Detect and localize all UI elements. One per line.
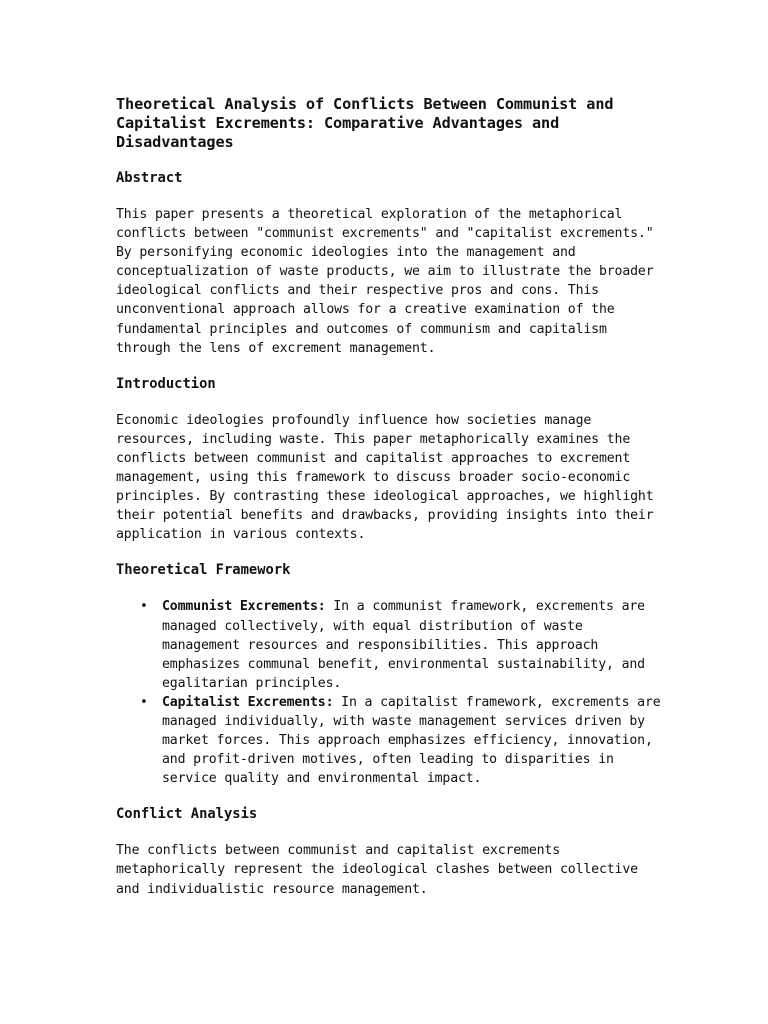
- framework-heading: Theoretical Framework: [116, 562, 291, 579]
- document-title: Theoretical Analysis of Conflicts Between Communist and Capitalist Excrements: Comparative Advantages and Disadvantages: [116, 95, 614, 151]
- list-item: [116, 693, 661, 788]
- list-item-text: In a communist framework, excrements are managed collectively, with equal distribution of waste management resources and responsibilities. This approach emphasizes communal benefit, environmental sustainability, and egalitarian principles.: [162, 599, 645, 691]
- list-item: [116, 597, 661, 692]
- bullet-icon: •: [140, 599, 148, 615]
- framework-list: [116, 597, 661, 788]
- list-item-text: In a capitalist framework, excrements are managed individually, with waste management services driven by market forces. This approach emphasizes efficiency, innovation, and profit-driven motives, often leading to disparities in service quality and environmental impact.: [162, 694, 661, 787]
- conflict-text: The conflicts between communist and capitalist excrements metaphorically represent the ideological clashes between collective and individualistic resource management.: [116, 843, 638, 897]
- list-item-term: Communist Excrements:: [162, 599, 326, 615]
- introduction-heading: Introduction: [116, 375, 216, 392]
- document-page: [116, 95, 661, 899]
- list-item-term: Capitalist Excrements:: [162, 694, 334, 710]
- bullet-icon: •: [140, 694, 148, 710]
- introduction-text: Economic ideologies profoundly influence how societies manage resources, including waste. This paper metaphorically examines the conflicts between communist and capitalist approaches to excrement management, using this framework to discuss broader socio-economic principles. By contrasting these ideological approaches, we highlight their potential benefits and drawbacks, providing insights into their application in various contexts.: [116, 412, 654, 543]
- conflict-heading: Conflict Analysis: [116, 806, 258, 823]
- abstract-heading: Abstract: [116, 170, 183, 186]
- abstract-text: This paper presents a theoretical exploration of the metaphorical conflicts between "communist excrements" and "capitalist excrements." By personifying economic ideologies into the management and conceptualization of waste products, we aim to illustrate the broader ideological conflicts and their respective pros and cons. This unconventional approach allows for a creative examination of the fundamental principles and outcomes of communism and capitalism through the lens of excrement management.: [116, 207, 654, 356]
